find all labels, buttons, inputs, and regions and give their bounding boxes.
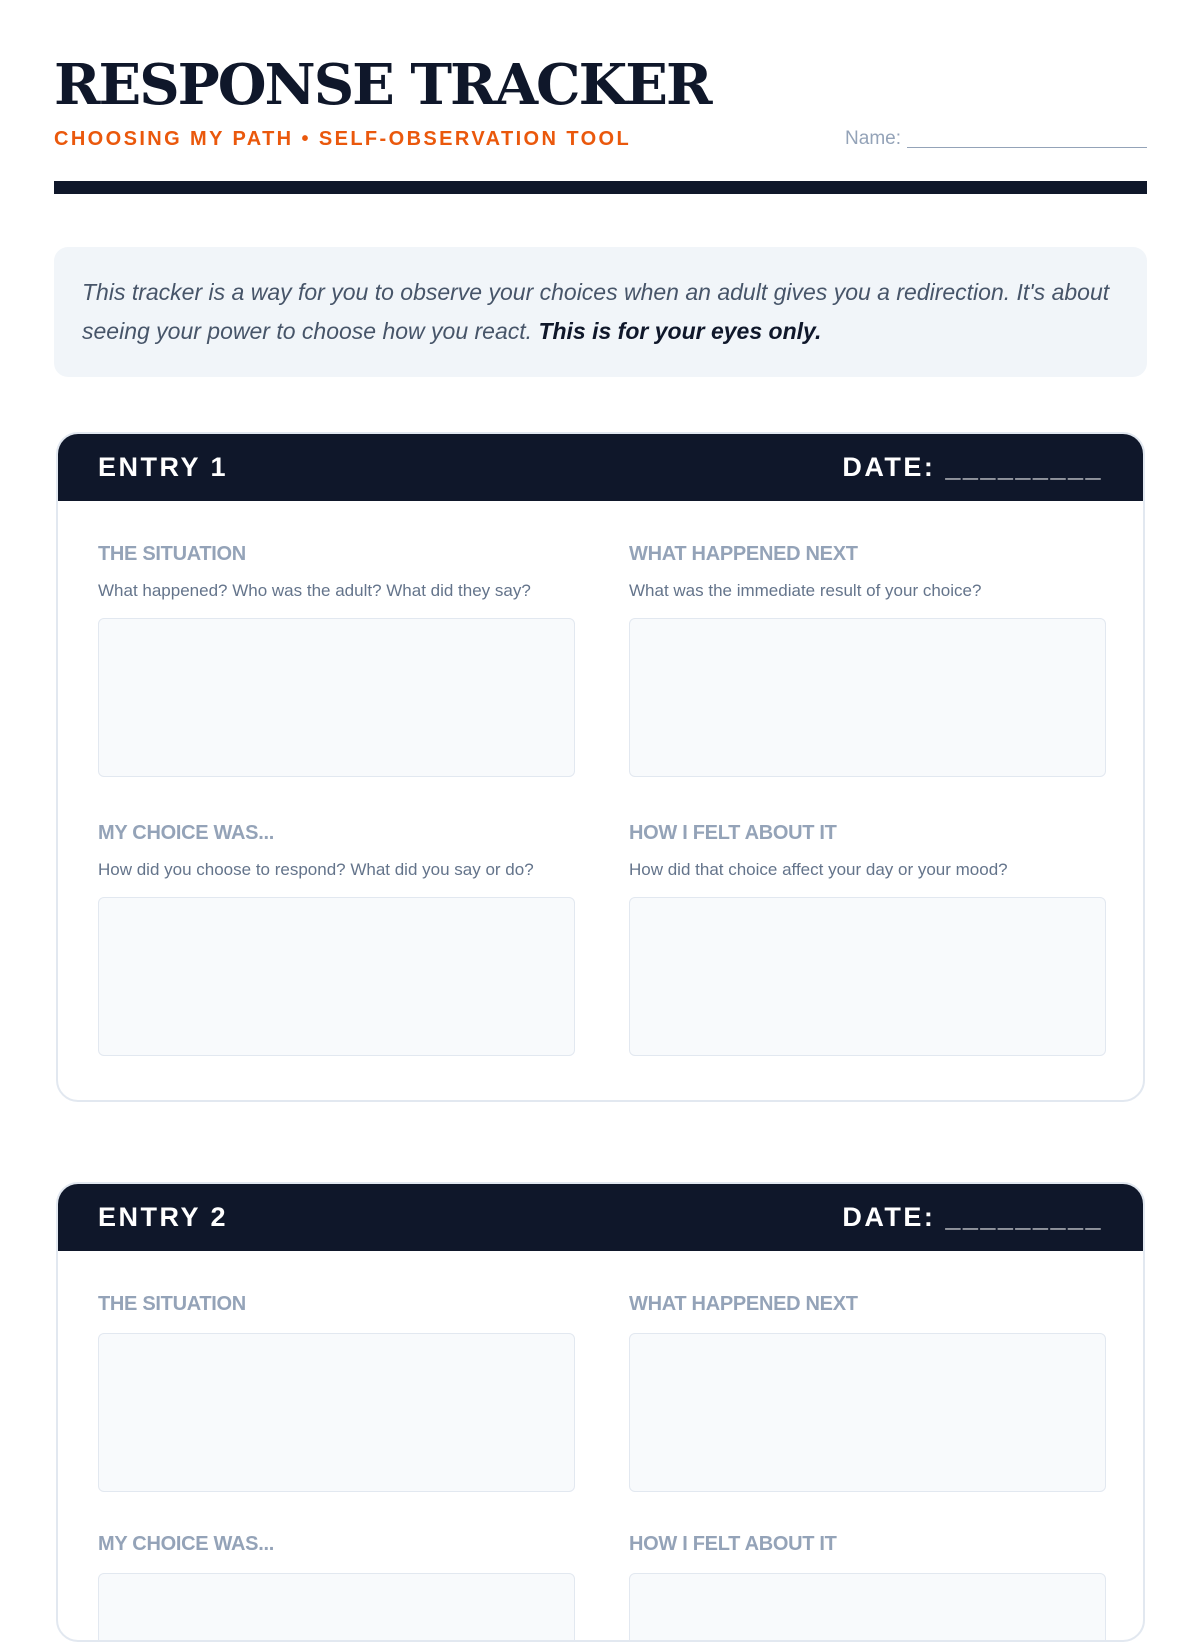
name-field[interactable] — [845, 128, 1147, 150]
page-subtitle: CHOOSING MY PATH • SELF-OBSERVATION TOOL — [54, 128, 632, 150]
intro-text: This tracker is a way for you to observe your choices when an adult gives you a redirection. It's about seeing your power to choose how you react. — [82, 279, 1110, 344]
how-i-felt-response-box[interactable] — [629, 1573, 1106, 1642]
field-my-choice — [98, 820, 575, 1056]
intro-emphasis: This is for your eyes only. — [538, 318, 822, 344]
intro-box — [54, 247, 1147, 377]
entry-date[interactable]: DATE: _________ — [842, 1202, 1103, 1232]
field-label: HOW I FELT ABOUT IT — [629, 1533, 837, 1555]
entry-card-2 — [56, 1182, 1145, 1642]
field-situation — [98, 541, 575, 777]
name-input-line[interactable] — [907, 147, 1147, 148]
field-what-happened-next — [629, 541, 1106, 777]
entry-title: ENTRY 1 — [98, 452, 229, 482]
entry-header — [58, 1184, 1143, 1251]
entry-date[interactable]: DATE: _________ — [842, 452, 1103, 482]
field-label: MY CHOICE WAS... — [98, 1533, 274, 1555]
field-label: THE SITUATION — [98, 543, 246, 565]
page-title: RESPONSE TRACKER — [54, 52, 711, 118]
what-happened-next-response-box[interactable] — [629, 1333, 1106, 1492]
entry-card-1 — [56, 432, 1145, 1102]
field-prompt: How did you choose to respond? What did you say or do? — [98, 860, 534, 879]
what-happened-next-response-box[interactable] — [629, 618, 1106, 777]
my-choice-response-box[interactable] — [98, 897, 575, 1056]
field-label: MY CHOICE WAS... — [98, 822, 274, 844]
entry-title: ENTRY 2 — [98, 1202, 229, 1232]
header-divider — [54, 181, 1147, 194]
name-label: Name: — [845, 128, 901, 149]
field-situation — [98, 1291, 575, 1492]
field-label: WHAT HAPPENED NEXT — [629, 1293, 858, 1315]
field-how-i-felt — [629, 1531, 1106, 1642]
field-prompt: How did that choice affect your day or your mood? — [629, 860, 1008, 879]
field-label: HOW I FELT ABOUT IT — [629, 822, 837, 844]
field-prompt: What was the immediate result of your choice? — [629, 581, 982, 600]
situation-response-box[interactable] — [98, 618, 575, 777]
field-my-choice — [98, 1531, 575, 1642]
field-label: WHAT HAPPENED NEXT — [629, 543, 858, 565]
my-choice-response-box[interactable] — [98, 1573, 575, 1642]
page-header — [54, 0, 1147, 195]
field-label: THE SITUATION — [98, 1293, 246, 1315]
field-how-i-felt — [629, 820, 1106, 1056]
field-what-happened-next — [629, 1291, 1106, 1492]
tracker-page — [54, 0, 1147, 1555]
situation-response-box[interactable] — [98, 1333, 575, 1492]
field-prompt: What happened? Who was the adult? What did they say? — [98, 581, 531, 600]
entry-header — [58, 434, 1143, 501]
how-i-felt-response-box[interactable] — [629, 897, 1106, 1056]
